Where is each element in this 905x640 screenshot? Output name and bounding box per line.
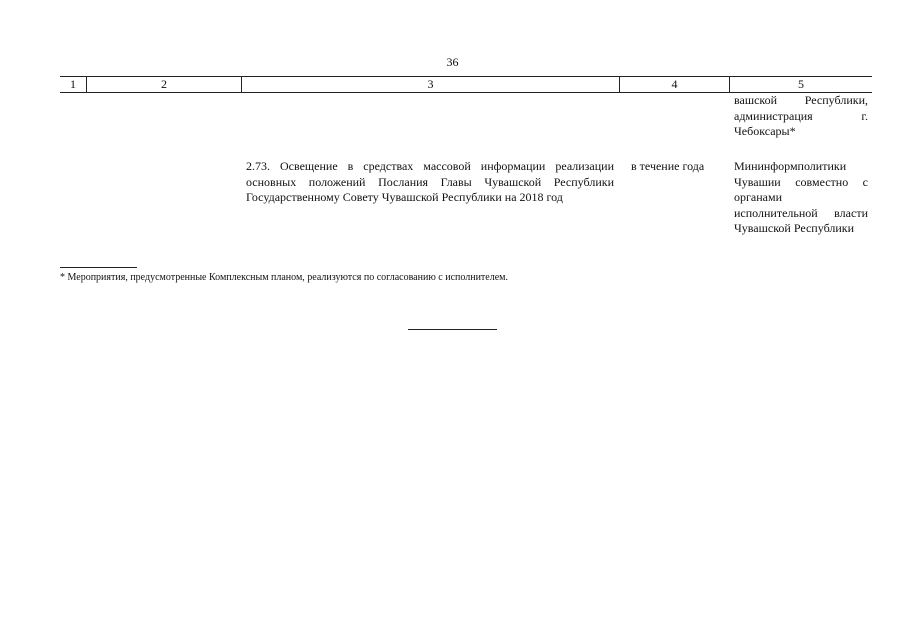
column-header-3: 3 xyxy=(241,77,619,92)
column-header-4: 4 xyxy=(619,77,729,92)
continued-responsible-cell: вашской Республики, администрация г. Чебоксары* xyxy=(734,93,868,139)
column-header-1: 1 xyxy=(70,77,76,91)
footnote: * Мероприятия, предусмотренные Комплексным планом, реализуются по согласованию с исполнителем. xyxy=(60,272,508,283)
page-number: 36 xyxy=(446,55,459,69)
column-header-5: 5 xyxy=(729,77,872,92)
document-end-rule xyxy=(408,329,497,330)
footnote-divider xyxy=(60,267,137,268)
table-row-responsible: Мининформполитики Чувашии совместно с органами исполнительной власти Чувашской Республики xyxy=(734,159,868,236)
table-row-period: в течение года xyxy=(631,159,705,173)
table-row-measure-text: 2.73. Освещение в средствах массовой информации реализации основных положений Послания Главы Чувашской Республики Государственному Совету Чувашской Республики на 2018 год xyxy=(246,159,614,205)
column-header-2: 2 xyxy=(86,77,241,92)
table-header-row xyxy=(60,76,872,93)
